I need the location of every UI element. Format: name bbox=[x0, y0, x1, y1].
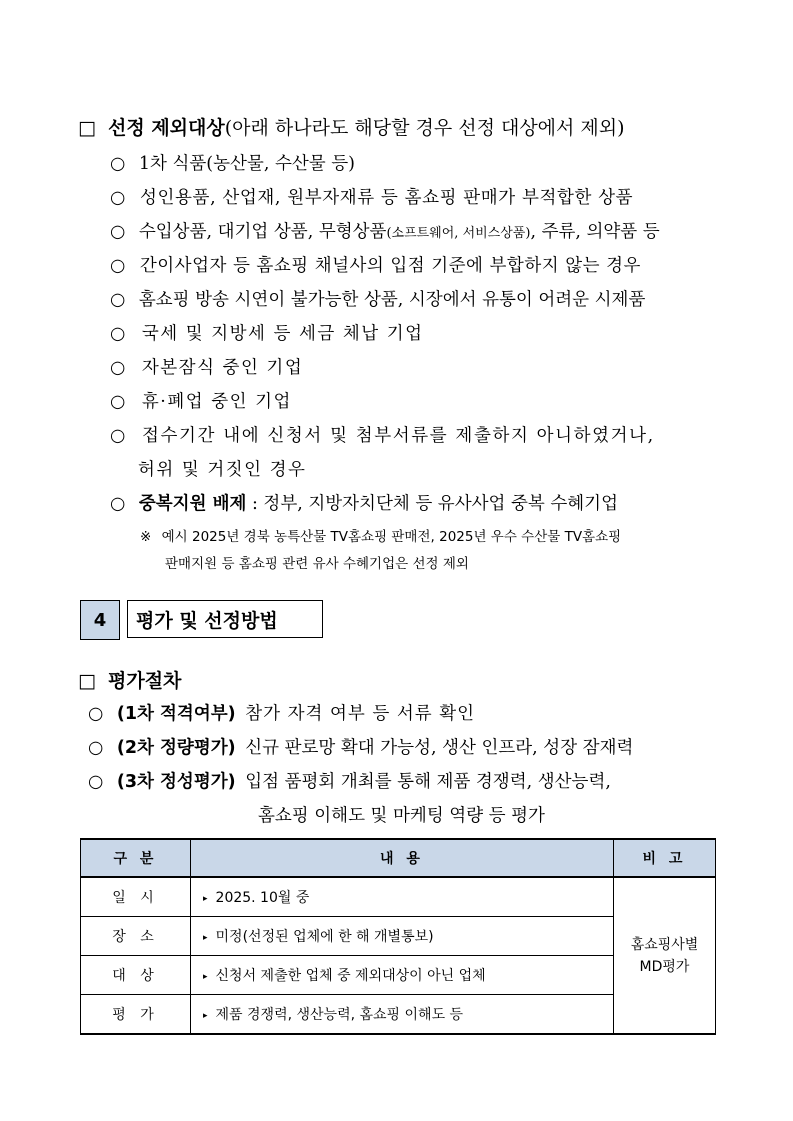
exclusion-item-continuation: 허위 및 거짓인 경우 bbox=[138, 460, 307, 480]
step-text: 신규 판로망 확대 가능성, 생산 인프라, 성장 잠재력 bbox=[245, 738, 634, 758]
note-line-2: MD평가 bbox=[639, 958, 690, 975]
header-content: 내 용 bbox=[191, 839, 614, 877]
checkbox-square-icon: □ bbox=[78, 117, 96, 139]
triangle-bullet-icon: ▸ bbox=[203, 1011, 208, 1021]
row-content-text: 미정(선정된 업체에 한 해 개별통보) bbox=[215, 929, 434, 945]
procedure-title: 평가절차 bbox=[108, 670, 182, 692]
row-content-text: 2025. 10월 중 bbox=[215, 890, 310, 906]
duplicate-title: 중복지원 배제 bbox=[138, 494, 247, 514]
note-text: 예시 2025년 경북 농특산물 TV홈쇼핑 판매전, 2025년 우수 수산물 TV홈쇼핑 bbox=[161, 529, 622, 545]
table-header-row bbox=[81, 839, 716, 877]
exclusion-item-text: 국세 및 지방세 등 세금 체납 기업 bbox=[141, 324, 424, 344]
schedule-table bbox=[80, 838, 716, 1035]
circle-bullet-icon: ○ bbox=[88, 772, 104, 792]
row-content bbox=[191, 956, 614, 995]
circle-bullet-icon: ○ bbox=[110, 188, 126, 208]
circle-bullet-icon: ○ bbox=[110, 494, 126, 514]
exclusion-item bbox=[110, 252, 641, 277]
circle-bullet-icon: ○ bbox=[110, 154, 126, 174]
procedure-step bbox=[88, 734, 633, 759]
exclusion-item-tail: , 주류, 의약품 등 bbox=[530, 222, 660, 242]
exclusion-item bbox=[110, 286, 645, 311]
exclusion-item-text: 홈쇼핑 방송 시연이 불가능한 상품, 시장에서 유통이 어려운 시제품 bbox=[138, 290, 646, 310]
exclusion-item bbox=[110, 218, 660, 243]
exclusion-item bbox=[110, 150, 355, 175]
exclusion-item-small: (소프트웨어, 서비스상품) bbox=[386, 226, 531, 241]
exclusion-item bbox=[110, 320, 424, 345]
section-title: 평가 및 선정방법 bbox=[127, 600, 323, 638]
exclusion-item-text: 자본잠식 중인 기업 bbox=[141, 358, 304, 378]
row-content bbox=[191, 995, 614, 1035]
triangle-bullet-icon: ▸ bbox=[203, 894, 208, 904]
step-text: 참가 자격 여부 등 서류 확인 bbox=[245, 704, 476, 724]
step-text: 입점 품평회 개최를 통해 제품 경쟁력, 생산능력, bbox=[245, 772, 611, 792]
header-note: 비 고 bbox=[614, 839, 716, 877]
exclusion-item bbox=[110, 354, 303, 379]
header-category: 구 분 bbox=[81, 839, 191, 877]
circle-bullet-icon: ○ bbox=[110, 222, 126, 242]
exclusion-item-text: 성인용품, 산업재, 원부자재류 등 홈쇼핑 판매가 부적합한 상품 bbox=[140, 188, 634, 208]
circle-bullet-icon: ○ bbox=[110, 324, 127, 344]
procedure-heading bbox=[78, 666, 181, 693]
section-number: 4 bbox=[80, 600, 120, 640]
circle-bullet-icon: ○ bbox=[88, 704, 104, 724]
exclusion-item bbox=[110, 388, 292, 413]
circle-bullet-icon: ○ bbox=[110, 392, 127, 412]
triangle-bullet-icon: ▸ bbox=[203, 972, 208, 982]
checkbox-square-icon: □ bbox=[78, 670, 96, 692]
exclusion-item bbox=[110, 422, 655, 447]
step-label: (1차 적격여부) bbox=[116, 704, 236, 724]
procedure-step bbox=[88, 768, 611, 793]
triangle-bullet-icon: ▸ bbox=[203, 933, 208, 943]
exclusion-item-text: 수입상품, 대기업 상품, 무형상품 bbox=[138, 222, 387, 242]
table-row bbox=[81, 877, 716, 917]
row-label: 장 소 bbox=[81, 917, 191, 956]
exclusion-item bbox=[110, 184, 633, 209]
note-line-1: 홈쇼핑사별 bbox=[630, 936, 699, 953]
note-cell bbox=[614, 877, 716, 1034]
row-label: 평 가 bbox=[81, 995, 191, 1035]
step-label: (3차 정성평가) bbox=[116, 772, 236, 792]
note-line bbox=[140, 525, 621, 545]
row-label: 대 상 bbox=[81, 956, 191, 995]
exclusion-item-text: 접수기간 내에 신청서 및 첨부서류를 제출하지 아니하였거나, bbox=[142, 426, 655, 446]
exclusion-item-text: 간이사업자 등 홈쇼핑 채널사의 입점 기준에 부합하지 않는 경우 bbox=[139, 256, 641, 276]
row-content-text: 신청서 제출한 업체 중 제외대상이 아닌 업체 bbox=[215, 968, 486, 984]
procedure-step bbox=[88, 700, 475, 725]
row-label: 일 시 bbox=[81, 877, 191, 917]
circle-bullet-icon: ○ bbox=[110, 358, 127, 378]
exclusion-title: 선정 제외대상 bbox=[108, 117, 225, 139]
row-content bbox=[191, 917, 614, 956]
circle-bullet-icon: ○ bbox=[110, 256, 126, 276]
procedure-step-continuation: 홈쇼핑 이해도 및 마케팅 역량 등 평가 bbox=[258, 806, 545, 826]
row-content-text: 제품 경쟁력, 생산능력, 홈쇼핑 이해도 등 bbox=[215, 1007, 464, 1023]
exclusion-title-note: (아래 하나라도 해당할 경우 선정 대상에서 제외) bbox=[224, 117, 625, 139]
reference-mark-icon: ※ bbox=[140, 529, 152, 545]
circle-bullet-icon: ○ bbox=[110, 426, 127, 446]
row-content bbox=[191, 877, 614, 917]
exclusion-item-text: 휴·폐업 중인 기업 bbox=[141, 392, 292, 412]
exclusion-heading bbox=[78, 113, 625, 140]
exclusion-item-duplicate bbox=[110, 490, 618, 515]
note-line-2: 판매지원 등 홈쇼핑 관련 유사 수혜기업은 선정 제외 bbox=[165, 556, 469, 572]
exclusion-item-text: 1차 식품(농산물, 수산물 등) bbox=[138, 154, 355, 174]
step-label: (2차 정량평가) bbox=[116, 738, 236, 758]
duplicate-text: : 정부, 지방자치단체 등 유사사업 중복 수혜기업 bbox=[246, 494, 618, 514]
circle-bullet-icon: ○ bbox=[110, 290, 126, 310]
circle-bullet-icon: ○ bbox=[88, 738, 104, 758]
